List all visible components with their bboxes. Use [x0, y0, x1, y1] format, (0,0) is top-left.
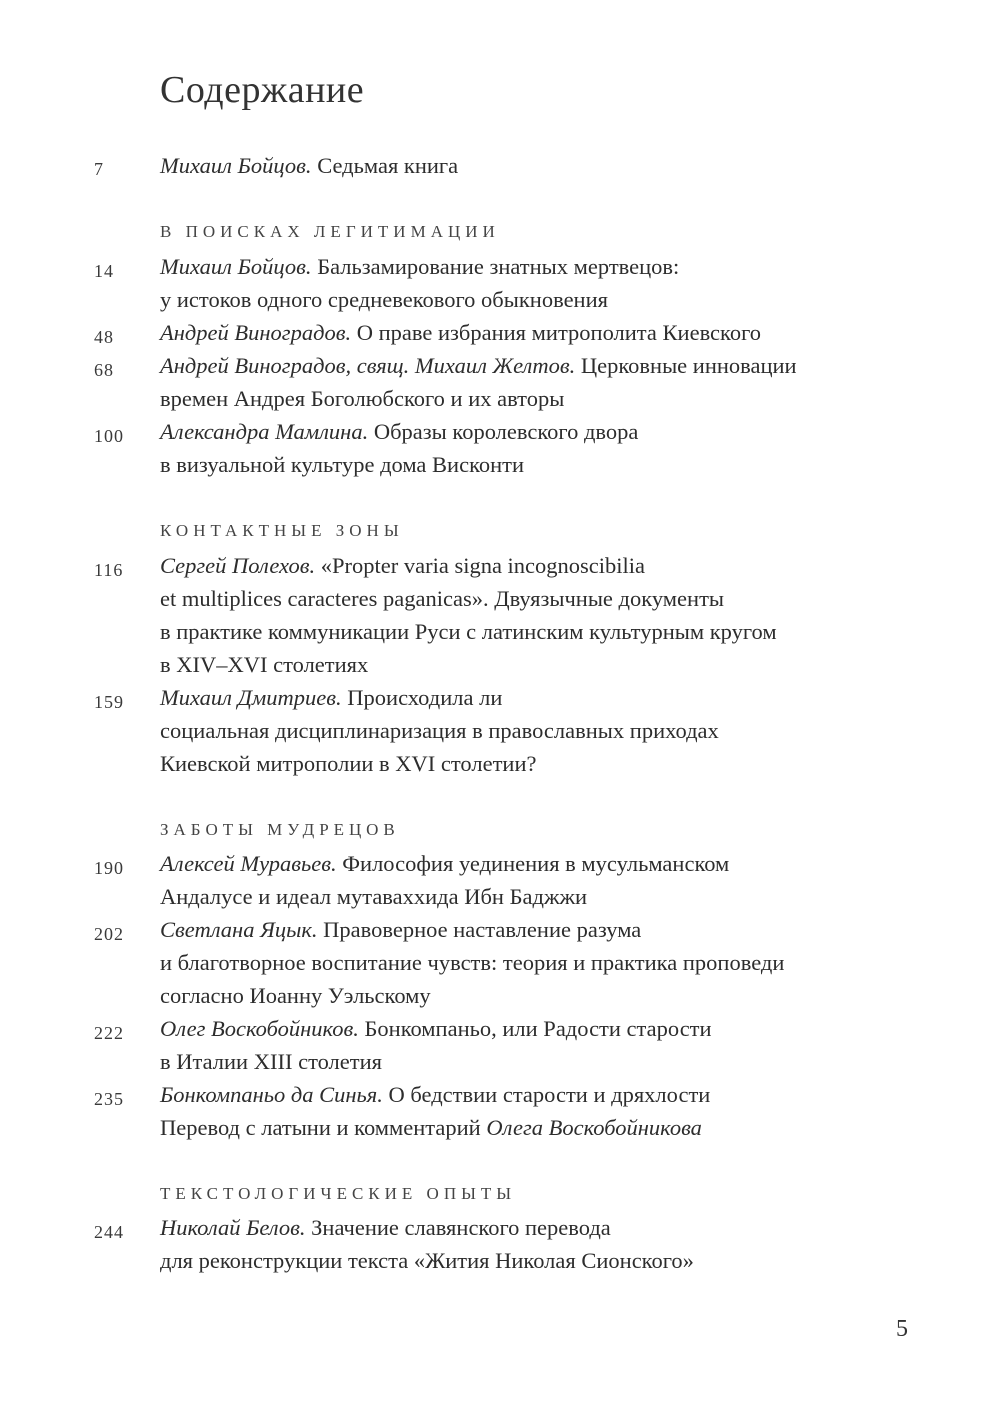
entry-author: Александра Мамлина.	[160, 419, 369, 444]
entry-title: Правоверное наставление разума	[317, 917, 642, 942]
entry-page-number: 48	[94, 327, 114, 347]
entry-page-number: 202	[94, 924, 124, 944]
toc-entry[interactable]	[160, 1217, 611, 1240]
toc-entry[interactable]	[160, 322, 761, 345]
entry-page-number: 68	[94, 360, 114, 380]
entry-title-continuation: социальная дисциплинаризация в православных приходах	[160, 718, 719, 743]
entry-title: Происходила ли	[341, 685, 503, 710]
entry-author: Николай Белов.	[160, 1215, 306, 1240]
entry-title-continuation: для реконструкции текста «Жития Николая Сионского»	[160, 1248, 694, 1273]
entry-title-continuation: согласно Иоанну Уэльскому	[160, 983, 431, 1008]
toc-entry[interactable]	[160, 853, 729, 876]
entry-title-continuation: Киевской митрополии в XVI столетии?	[160, 751, 537, 776]
entry-translator: Олега Воскобойникова	[486, 1115, 702, 1140]
entry-title-continuation: в Италии XIII столетия	[160, 1049, 382, 1074]
entry-title-continuation: Андалусе и идеал мутаваххида Ибн Баджжи	[160, 884, 588, 909]
entry-page-number: 14	[94, 261, 114, 281]
entry-title-continuation: et multiplices caracteres paganicas». Двуязычные документы	[160, 586, 725, 611]
entry-page-number: 7	[94, 159, 104, 179]
toc-entry[interactable]	[160, 1018, 712, 1041]
toc-entry[interactable]	[160, 919, 641, 942]
section-heading: КОНТАКТНЫЕ ЗОНЫ	[160, 521, 404, 540]
entry-title-continuation	[160, 1117, 702, 1140]
entry-title-continuation: времен Андрея Боголюбского и их авторы	[160, 386, 565, 411]
entry-page-number: 244	[94, 1222, 124, 1242]
entry-title: Перевод с латыни и комментарий	[160, 1115, 487, 1140]
entry-title-continuation: у истоков одного средневекового обыкновения	[160, 287, 608, 312]
entry-author: Михаил Бойцов.	[160, 153, 312, 178]
entry-title: О праве избрания митрополита Киевского	[351, 320, 761, 345]
page-title: Содержание	[160, 69, 365, 111]
entry-author: Михаил Бойцов.	[160, 254, 312, 279]
entry-title-continuation: в визуальной культуре дома Висконти	[160, 452, 525, 477]
entry-page-number: 222	[94, 1023, 124, 1043]
entry-title: Философия уединения в мусульманском	[336, 851, 730, 876]
page-number: 5	[896, 1316, 908, 1342]
entry-page-number: 159	[94, 692, 124, 712]
entry-author: Андрей Виноградов.	[160, 320, 352, 345]
entry-title: «Propter varia signa incognoscibilia	[315, 553, 646, 578]
toc-entry[interactable]	[160, 555, 645, 578]
toc-entry[interactable]	[160, 155, 458, 178]
entry-title-continuation: в практике коммуникации Руси с латинским культурным кругом	[160, 619, 777, 644]
toc-entry[interactable]	[160, 421, 638, 444]
entry-title: Церковные инновации	[575, 353, 797, 378]
entry-page-number: 116	[94, 560, 124, 580]
toc-entry[interactable]	[160, 1084, 710, 1107]
entry-title: Образы королевского двора	[368, 419, 639, 444]
entry-page-number: 235	[94, 1089, 124, 1109]
entry-page-number: 190	[94, 858, 124, 878]
entry-author: Андрей Виноградов, свящ. Михаил Желтов.	[160, 353, 576, 378]
entry-title: О бедствии старости и дряхлости	[382, 1082, 711, 1107]
entry-author: Светлана Яцык.	[160, 917, 318, 942]
section-heading: ТЕКСТОЛОГИЧЕСКИЕ ОПЫТЫ	[160, 1184, 517, 1203]
entry-author: Бонкомпаньо да Синья.	[160, 1082, 383, 1107]
entry-title: Значение славянского перевода	[305, 1215, 611, 1240]
entry-author: Олег Воскобойников.	[160, 1016, 359, 1041]
entry-title: Бонкомпаньо, или Радости старости	[358, 1016, 712, 1041]
toc-entry[interactable]	[160, 687, 502, 710]
section-heading: В ПОИСКАХ ЛЕГИТИМАЦИИ	[160, 222, 500, 241]
toc-entry[interactable]	[160, 256, 679, 279]
entry-title: Седьмая книга	[311, 153, 459, 178]
entry-title: Бальзамирование знатных мертвецов:	[311, 254, 680, 279]
entry-author: Алексей Муравьев.	[160, 851, 337, 876]
entry-author: Михаил Дмитриев.	[160, 685, 342, 710]
section-heading: ЗАБОТЫ МУДРЕЦОВ	[160, 820, 400, 839]
entry-page-number: 100	[94, 426, 124, 446]
entry-author: Сергей Полехов.	[160, 553, 316, 578]
entry-title-continuation: в XIV–XVI столетиях	[160, 652, 369, 677]
toc-entry[interactable]	[160, 355, 797, 378]
entry-title-continuation: и благотворное воспитание чувств: теория и практика проповеди	[160, 950, 785, 975]
